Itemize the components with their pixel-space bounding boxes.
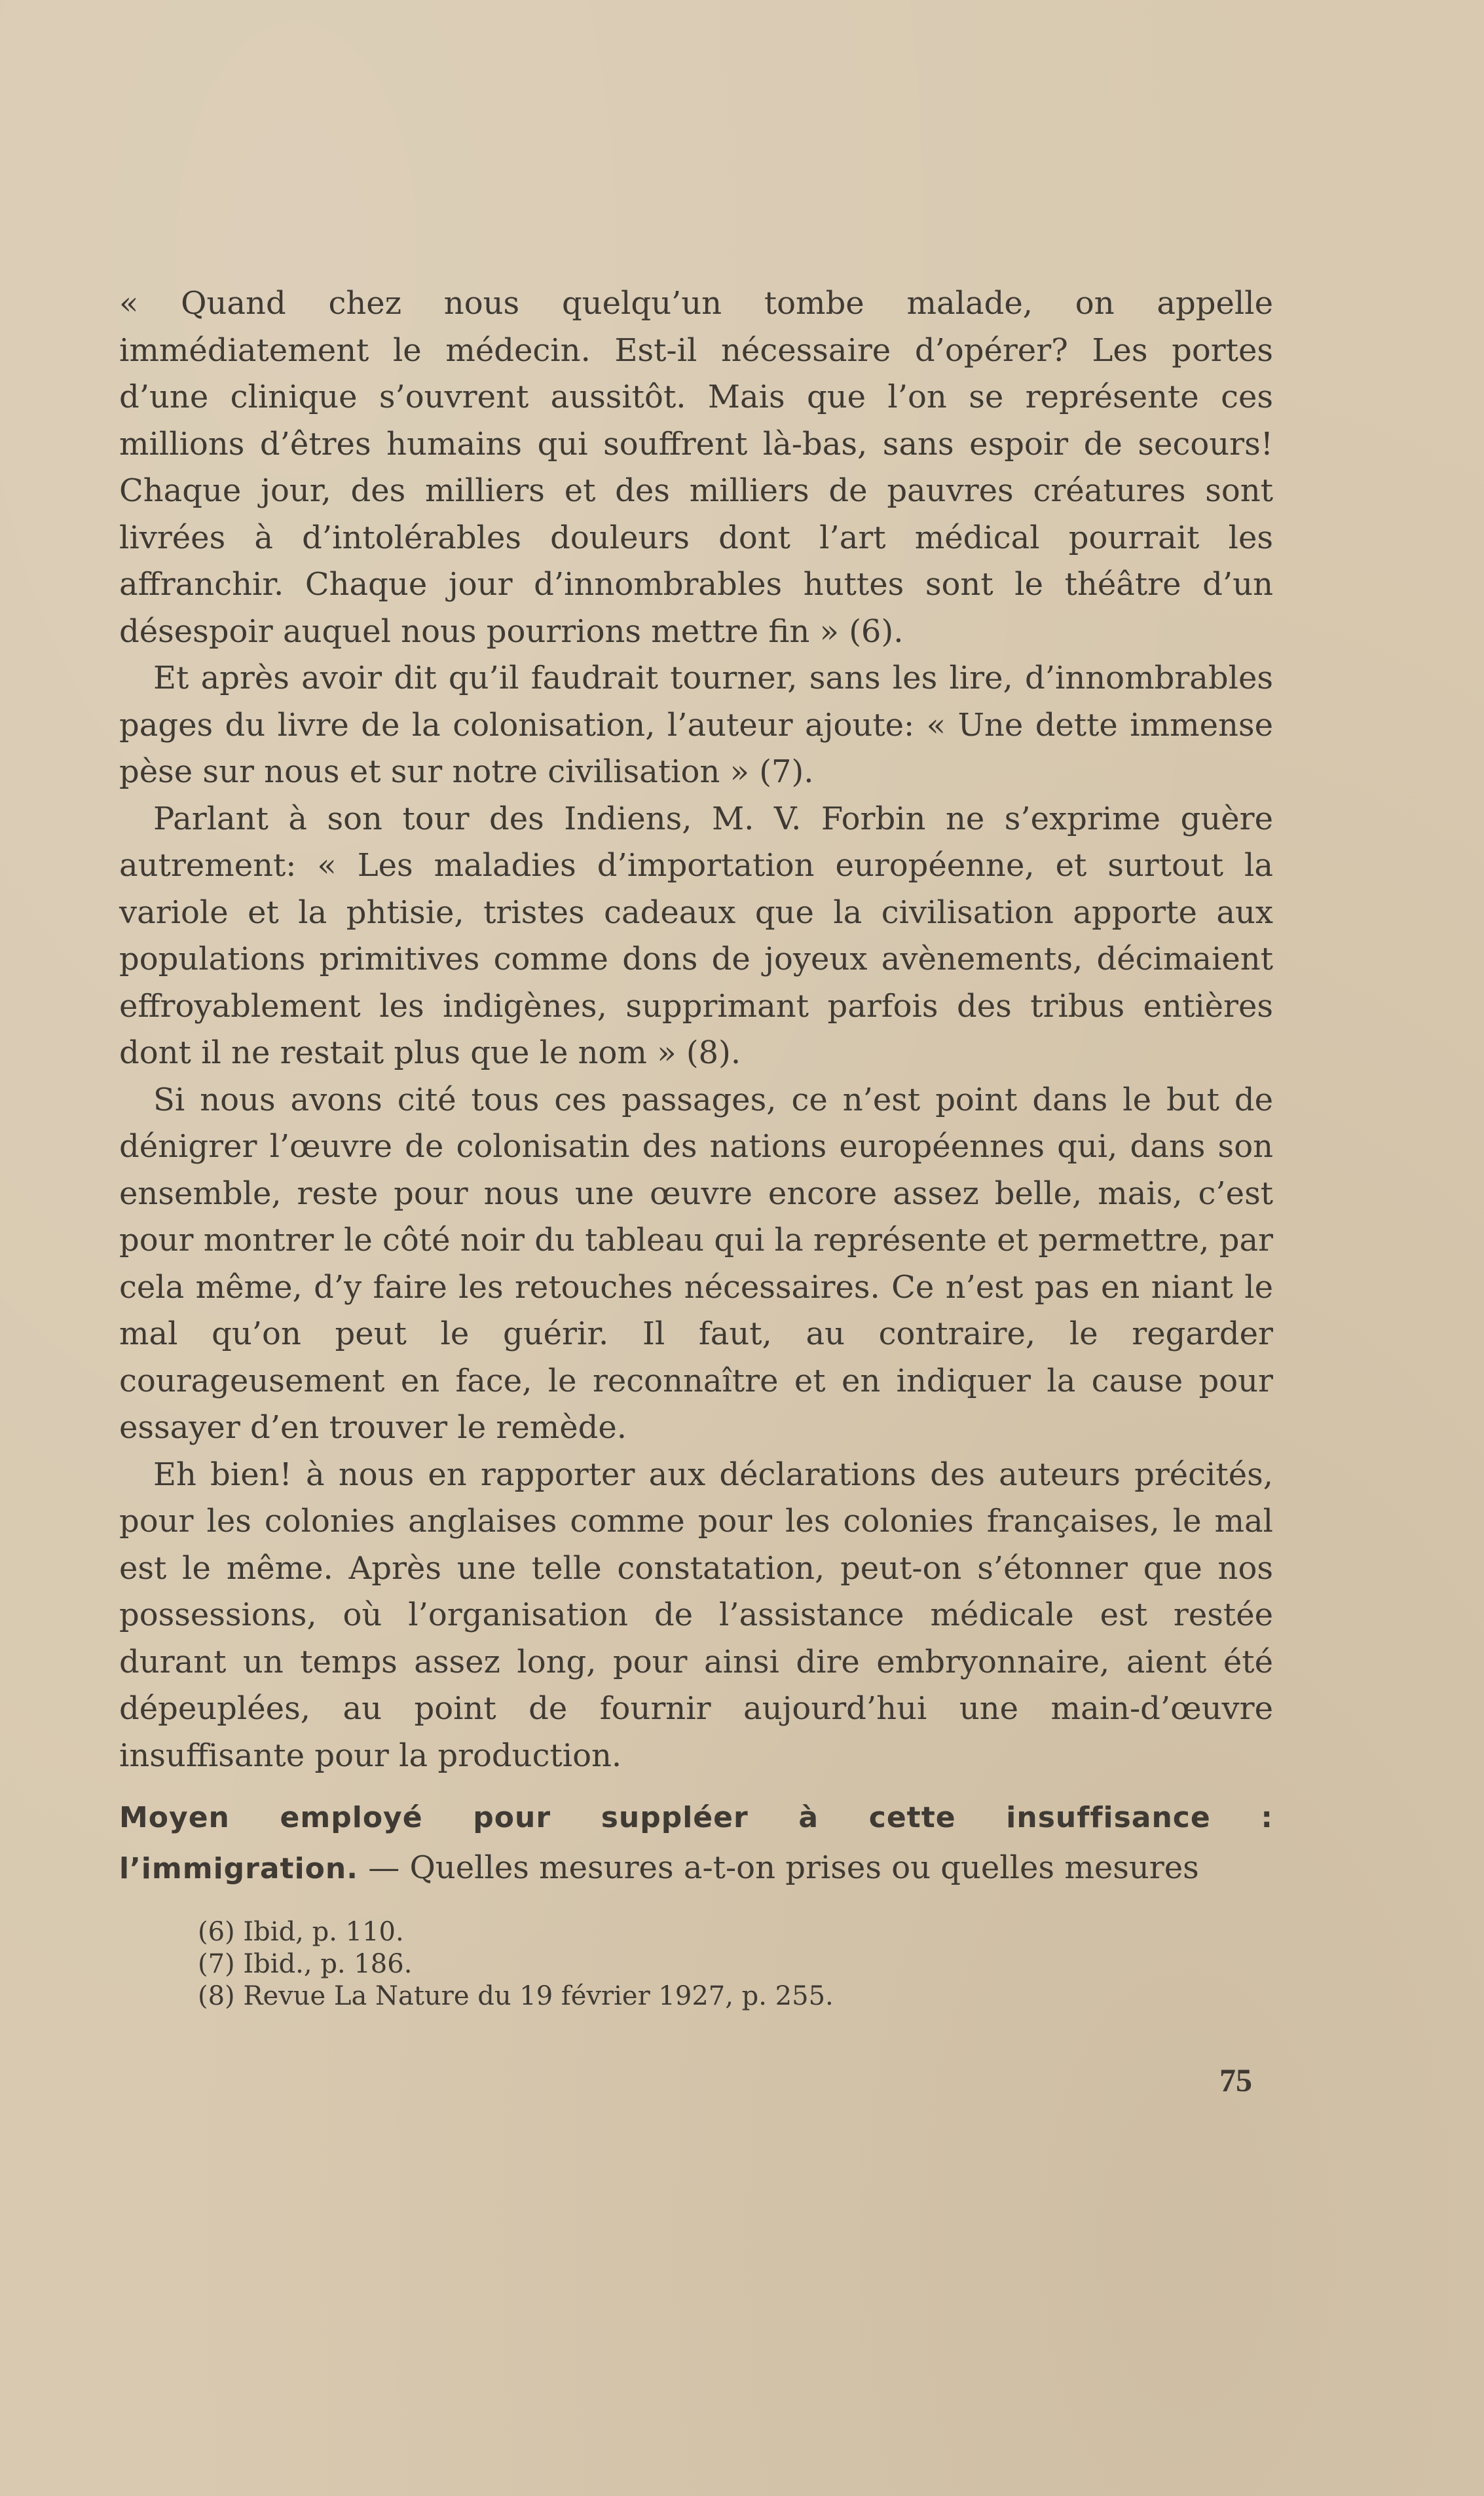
footnote-8: (8) Revue La Nature du 19 février 1927, p. 255. <box>198 1981 834 2011</box>
footnote-6: (6) Ibid, p. 110. <box>198 1917 404 1947</box>
section-text: Quelles mesures a-t-on prises ou quelles mesures <box>409 1849 1199 1886</box>
paragraph-2: Et après avoir dit qu’il faudrait tourner, sans les lire, d’innombrables pages du livre de la colonisation, l’auteur ajoute: « Une dette immense pèse sur nous et sur notre civilisation » (7). <box>119 660 1273 790</box>
main-text <box>119 280 1273 1779</box>
section-paragraph <box>119 1792 1273 1894</box>
paragraph-1: « Quand chez nous quelqu’un tombe malade, on appelle immédiatement le médecin. Est-il nécessaire d’opérer? Les portes d’une clinique s’ouvrent aussitôt. Mais que l’on se représente ces millions d’êtres humains qui souffrent là-bas, sans espoir de secours! Chaque jour, des milliers et des milliers de pauvres créatures sont livrées à d’intolérables douleurs dont l’art médical pourrait les affranchir. Chaque jour d’innombrables huttes sont le théâtre d’un désespoir auquel nous pourrions mettre fin » (6). <box>119 285 1273 650</box>
footnote-7: (7) Ibid., p. 186. <box>198 1949 413 1979</box>
section-heading: Moyen employé pour suppléer à cette insuffisance : l’immigration. <box>119 1801 1273 1885</box>
paragraph-4: Si nous avons cité tous ces passages, ce n’est point dans le but de dénigrer l’œuvre de colonisatin des nations européennes qui, dans son ensemble, reste pour nous une œuvre encore assez belle, mais, c’est pour montrer le côté noir du tableau qui la représente et permettre, par cela même, d’y faire les retouches nécessaires. Ce n’est pas en niant le mal qu’on peut le guérir. Il faut, au contraire, le regarder courageusement en face, le reconnaître et en indiquer la cause pour essayer d’en trouver le remède. <box>119 1081 1273 1446</box>
page-number: 75 <box>1219 2062 1252 2098</box>
footnotes <box>198 1916 1049 2013</box>
section-dash: — <box>358 1849 410 1886</box>
paragraph-5: Eh bien! à nous en rapporter aux déclarations des auteurs précités, pour les colonies anglaises comme pour les colonies françaises, le mal est le même. Après une telle constatation, peut-on s’étonner que nos possessions, où l’organisation de l’assistance médicale est restée durant un temps assez long, pour ainsi dire embryonnaire, aient été dépeuplées, au point de fournir aujourd’hui une main-d’œuvre insuffisante pour la production. <box>119 1456 1273 1774</box>
paragraph-3: Parlant à son tour des Indiens, M. V. Forbin ne s’exprime guère autrement: « Les maladies d’importation européenne, et surtout la variole et la phtisie, tristes cadeaux que la civilisation apporte aux populations primitives comme dons de joyeux avènements, décimaient effroyablement les indigènes, supprimant parfois des tribus entières dont il ne restait plus que le nom » (8). <box>119 800 1273 1071</box>
